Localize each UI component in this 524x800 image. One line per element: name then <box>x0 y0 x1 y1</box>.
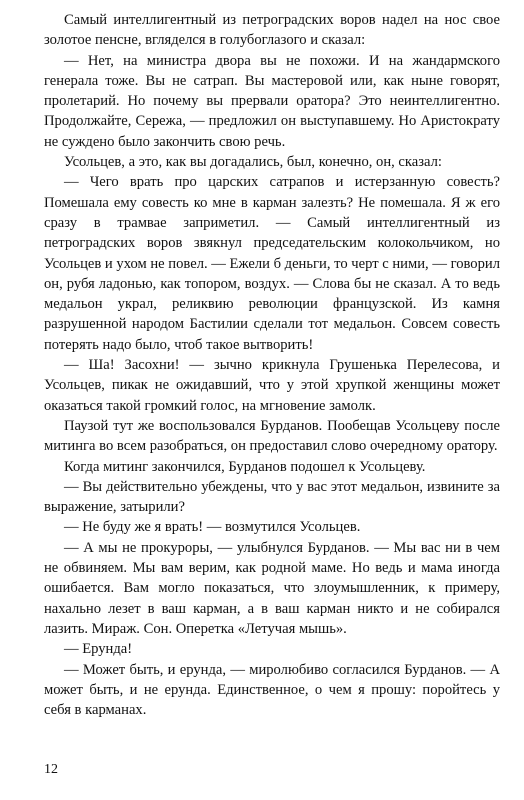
paragraph: — А мы не прокуроры, — улыбнулся Бурданов. — Мы вас ни в чем не обвиняем. Мы вам верим, как родной маме. Но ведь и мама иногда ошибается. Вам могло показаться, что злоумышленник, к примеру, нахально лезет в ваш карман, а в ваш карман никто и не собирался лазить. Мираж. Сон. Оперетка «Летучая мышь». <box>44 539 500 637</box>
paragraph: — Не буду же я врать! — возмутился Усольцев. <box>64 519 361 536</box>
paragraph: Усольцев, а это, как вы догадались, был, конечно, он, сказал: <box>64 154 442 171</box>
paragraph: — Может быть, и ерунда, — миролюбиво согласился Бурданов. — А может быть, и не ерунда. Единственное, о чем я прошу: поройтесь у себя в карманах. <box>44 661 500 719</box>
paragraph: Самый интеллигентный из петроградских воров надел на нос свое золотое пенсне, вгляделся в голубоглазого и сказал: <box>44 12 500 49</box>
paragraph: — Чего врать про царских сатрапов и истерзанную совесть? Помешала ему совесть ко мне в карман залезть? Не помешала. Я ж его сразу в трамвае заприметил. — Самый интеллигентный из петроградских воров звякнул председательским колокольчиком, но Усольцев и ухом не повел. — Ежели б деньги, то черт с ними, — говорил он, рубя ладонью, как топором, воздух. — Слова бы не сказал. А то ведь медальон украл, реликвию революции французской. Из камня разрушенной народом Бастилии сделали тот медальон. Совсем совесть потерять надо было, чтоб такое вытворить! <box>44 174 500 353</box>
page-text <box>44 10 500 720</box>
paragraph: — Вы действительно убеждены, что у вас этот медальон, извините за выражение, затырили? <box>44 478 500 516</box>
paragraph: — Ша! Засохни! — зычно крикнула Грушенька Перелесова, и Усольцев, пикак не ожидавший, что у этой хрупкой женщины может оказаться такой громкий голос, на мгновение замолк. <box>44 357 500 414</box>
paragraph: Когда митинг закончился, Бурданов подошел к Усольцеву. <box>64 458 426 475</box>
paragraph: Паузой тут же воспользовался Бурданов. Пообещав Усольцеву после митинга во всем разобраться, он предоставил слово очередному оратору. <box>44 417 500 455</box>
page-number: 12 <box>44 762 58 777</box>
paragraph: — Нет, на министра двора вы не похожи. И на жандармского генерала тоже. Вы не сатрап. Вы мастеровой или, как ныне говорят, пролетарий. Но почему вы прервали оратора? Это неинтеллигентно. Продолжайте, Сережа, — предложил он выступавшему. Но Аристократу не суждено было закончить свою речь. <box>44 52 500 150</box>
paragraph: — Ерунда! <box>64 641 133 658</box>
